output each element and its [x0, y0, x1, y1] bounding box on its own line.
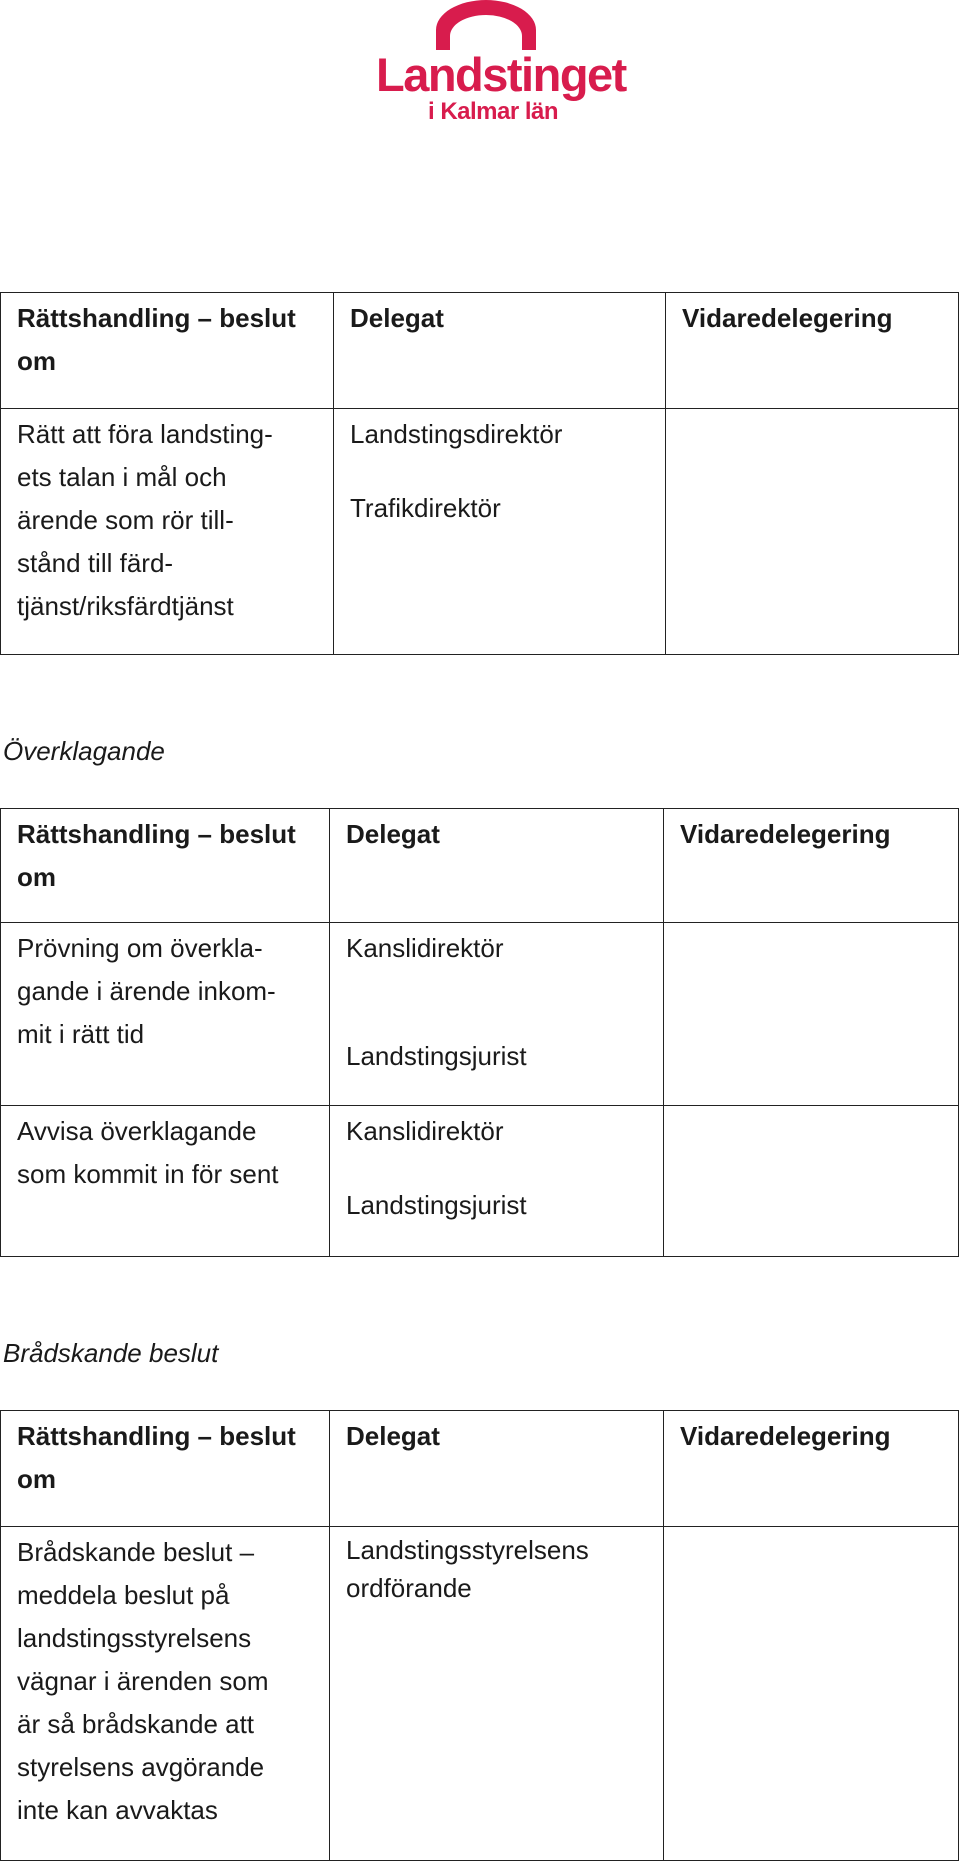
cell-line: ärende som rör till- — [17, 505, 234, 535]
table-header-row — [1, 809, 959, 923]
delegation-table-1 — [0, 292, 959, 655]
cell-line: ets talan i mål och — [17, 462, 227, 492]
logo-wordmark: Landstinget — [376, 48, 626, 101]
table-header-row — [1, 1411, 959, 1527]
delegat-cell — [330, 1106, 664, 1257]
delegat-line: Landstingsjurist — [346, 1041, 527, 1071]
cell-line: gande i ärende inkom- — [17, 976, 276, 1006]
rattshandling-cell — [1, 1527, 330, 1861]
col-header-vidaredelegering: Vidaredelegering — [664, 809, 959, 923]
cell-line: vägnar i ärenden som — [17, 1666, 269, 1696]
delegat-line: Landstingsdirektör — [350, 419, 563, 449]
table-row — [1, 1527, 959, 1861]
delegat-line: ordförande — [346, 1573, 472, 1603]
col-header-vidaredelegering: Vidaredelegering — [666, 293, 959, 409]
cell-line: Avvisa överklagande — [17, 1116, 257, 1146]
cell-line: Prövning om överkla- — [17, 933, 263, 963]
delegat-cell — [330, 923, 664, 1106]
table-header-row — [1, 293, 959, 409]
cell-line: meddela beslut på — [17, 1580, 230, 1610]
cell-line: styrelsens avgörande — [17, 1752, 265, 1782]
vidaredelegering-cell — [664, 1527, 959, 1861]
col-header-delegat: Delegat — [334, 293, 666, 409]
table-row — [1, 1106, 959, 1257]
col-header-rattshandling: Rättshandling – beslut om — [1, 809, 330, 923]
landstinget-logo — [376, 0, 626, 130]
cell-line: tjänst/riksfärdtjänst — [17, 591, 234, 621]
col-header-delegat: Delegat — [330, 1411, 664, 1527]
delegat-line: Trafikdirektör — [350, 493, 501, 523]
cell-line: är så brådskande att — [17, 1709, 255, 1739]
vidaredelegering-cell — [666, 409, 959, 655]
delegation-table-3 — [0, 1410, 959, 1861]
delegat-cell — [334, 409, 666, 655]
cell-line: landstingsstyrelsens — [17, 1623, 252, 1653]
cell-line: som kommit in för sent — [17, 1159, 279, 1189]
delegat-line: Landstingsjurist — [346, 1190, 527, 1220]
vidaredelegering-cell — [664, 923, 959, 1106]
delegat-line: Landstingsstyrelsens — [346, 1535, 589, 1565]
vidaredelegering-cell — [664, 1106, 959, 1257]
table-row — [1, 923, 959, 1106]
col-header-rattshandling: Rättshandling – beslut om — [1, 1411, 330, 1527]
delegation-table-2 — [0, 808, 959, 1257]
cell-line: Rätt att föra landsting- — [17, 419, 273, 449]
logo-subtext: i Kalmar län — [428, 98, 559, 125]
table-row — [1, 409, 959, 655]
section-title-overklagande: Överklagande — [3, 736, 165, 766]
col-header-delegat: Delegat — [330, 809, 664, 923]
delegat-line: Kanslidirektör — [346, 933, 504, 963]
delegat-cell — [330, 1527, 664, 1861]
cell-line: inte kan avvaktas — [17, 1795, 218, 1825]
cell-line: mit i rätt tid — [17, 1019, 145, 1049]
rattshandling-cell — [1, 409, 334, 655]
cell-line: Brådskande beslut – — [17, 1537, 255, 1567]
col-header-rattshandling: Rättshandling – beslut om — [1, 293, 334, 409]
col-header-vidaredelegering: Vidaredelegering — [664, 1411, 959, 1527]
section-title-bradskande-beslut: Brådskande beslut — [3, 1338, 219, 1368]
rattshandling-cell — [1, 923, 330, 1106]
cell-line: stånd till färd- — [17, 548, 174, 578]
rattshandling-cell — [1, 1106, 330, 1257]
delegat-line: Kanslidirektör — [346, 1116, 504, 1146]
